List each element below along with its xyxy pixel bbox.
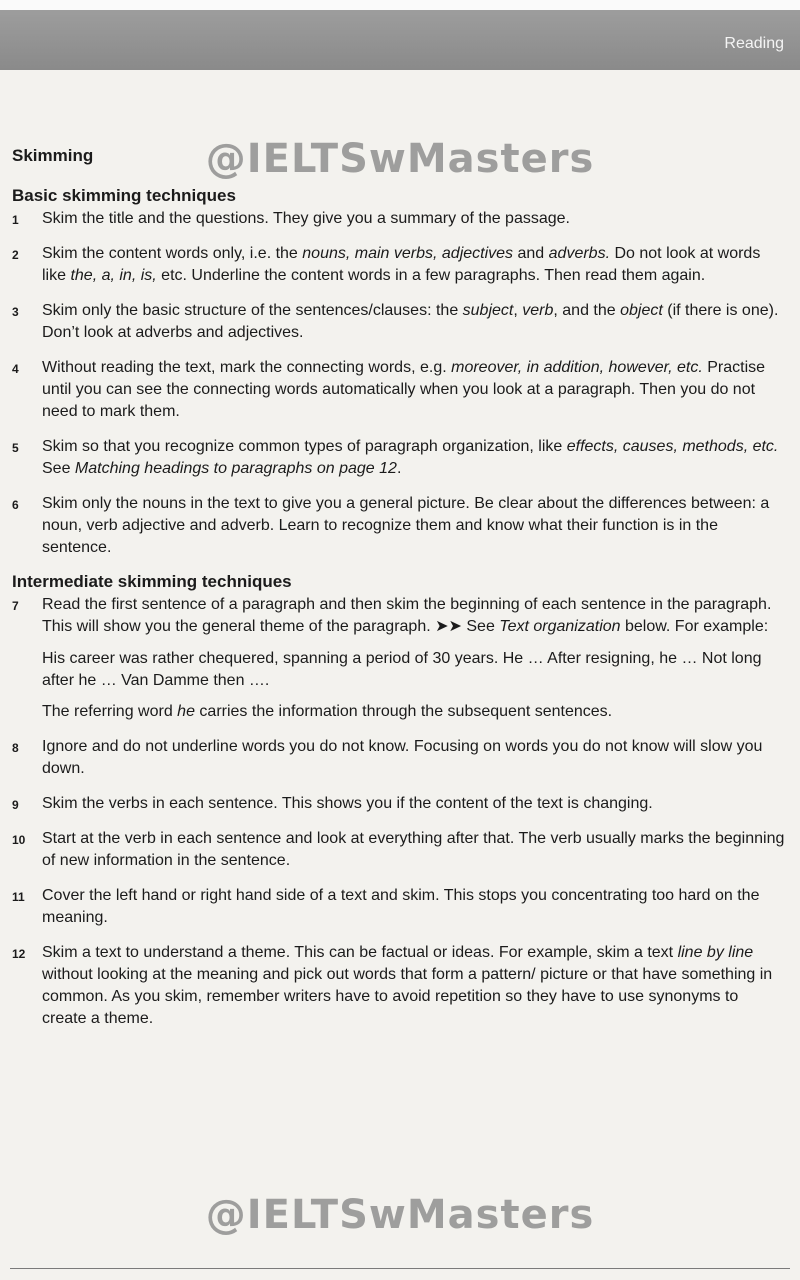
text-run: etc. Underline the content words in a few paragraphs. Then read them again. [156, 267, 706, 284]
list-item [12, 793, 787, 815]
emphasis-text: adverbs. [548, 245, 611, 262]
text-run: without looking at the meaning and pick out words that form a pattern/ picture or that have something in common. As you skim, remember writers have to avoid repetition so they have to use synonyms to create a theme. [42, 966, 773, 1027]
text-run: Without reading the text, mark the connecting words, e.g. [42, 359, 452, 376]
item-number: 6 [12, 498, 19, 512]
emphasis-text: object [620, 302, 663, 319]
emphasis-text: effects, causes, methods, etc. [566, 438, 779, 455]
item-number: 11 [12, 890, 25, 904]
item-number: 1 [12, 213, 19, 227]
text-run: below. For example: [620, 618, 769, 635]
item-text [42, 736, 787, 780]
item-number: 3 [12, 305, 19, 319]
list-item [12, 357, 787, 423]
emphasis-text: verb [522, 302, 554, 319]
emphasis-text: Matching headings to paragraphs on page 12 [74, 460, 397, 477]
text-run: , and the [553, 302, 621, 319]
item-text [42, 300, 787, 344]
watermark-bottom: @IELTSwMasters [205, 1192, 595, 1238]
list-item [12, 243, 787, 287]
text-run: Skim only the nouns in the text to give you a general picture. Be clear about the differences between: a noun, verb adjective and adverb. Learn to recognize them and know what their function is in the sentence. [42, 495, 770, 556]
list-item [12, 208, 787, 230]
text-run: Read the first sentence of a paragraph and then skim the beginning of each sentence in the paragraph. This will show you the general theme of the paragraph. ➤➤ See [42, 596, 772, 635]
section-label: Reading [724, 35, 784, 52]
item-text [42, 942, 787, 1030]
item-text [42, 436, 787, 480]
page-content [12, 146, 787, 1043]
list-item [12, 493, 787, 559]
item-number: 12 [12, 947, 26, 961]
page-title: Skimming [12, 146, 94, 165]
emphasis-text: he [177, 703, 195, 720]
item-number: 7 [12, 599, 19, 613]
item-text [42, 208, 787, 230]
emphasis-text: line by line [677, 944, 754, 961]
text-run: Skim only the basic structure of the sentences/clauses: the [42, 302, 463, 319]
emphasis-text: Text organization [499, 618, 621, 635]
item-text [42, 493, 787, 559]
item-text [42, 793, 787, 815]
list-item [12, 594, 787, 723]
list-item [12, 828, 787, 872]
item-number: 10 [12, 833, 26, 847]
item-text [42, 357, 787, 423]
text-run: Start at the verb in each sentence and look at everything after that. The verb usually marks the beginning of new information in the sentence. [42, 830, 785, 869]
text-run: Do not look at words like [42, 245, 761, 284]
basic-heading: Basic skimming techniques [12, 186, 236, 205]
intermediate-heading: Intermediate skimming techniques [12, 572, 292, 591]
list-item [12, 885, 787, 929]
text-run: , [513, 302, 523, 319]
item-number: 4 [12, 362, 19, 376]
text-run: Skim a text to understand a theme. This can be factual or ideas. For example, skim a text [42, 944, 678, 961]
text-run: Skim the verbs in each sentence. This shows you if the content of the text is changing. [42, 795, 653, 812]
list-item [12, 300, 787, 344]
top-strip [0, 0, 800, 10]
text-run: (if there is one). Don’t look at adverbs and adjectives. [42, 302, 779, 341]
list-item [12, 436, 787, 480]
basic-list [12, 208, 787, 559]
text-run: and [513, 245, 549, 262]
list-item [12, 942, 787, 1030]
emphasis-text: subject [462, 302, 514, 319]
text-run: Cover the left hand or right hand side of a text and skim. This stops you concentrating too hard on the meaning. [42, 887, 760, 926]
item-text [42, 594, 787, 638]
text-run: carries the information through the subsequent sentences. [194, 703, 613, 720]
item-text [42, 243, 787, 287]
text-run: Skim the title and the questions. They give you a summary of the passage. [42, 210, 570, 227]
text-run: The referring word [42, 703, 178, 720]
item-number: 8 [12, 741, 19, 755]
emphasis-text: moreover, in addition, however, etc. [451, 359, 703, 376]
example-note [42, 701, 787, 723]
watermark-top: @IELTSwMasters [205, 136, 595, 182]
item-text [42, 885, 787, 929]
emphasis-text: nouns, main verbs, adjectives [302, 245, 514, 262]
item-number: 2 [12, 248, 19, 262]
header-band [0, 10, 800, 70]
text-run: . [396, 460, 402, 477]
text-run: Ignore and do not underline words you do not know. Focusing on words you do not know will slow you down. [42, 738, 763, 777]
text-run: Skim the content words only, i.e. the [42, 245, 303, 262]
text-run: See [42, 460, 75, 477]
intermediate-list [12, 594, 787, 1030]
item-number: 9 [12, 798, 19, 812]
item-number: 5 [12, 441, 19, 455]
item-text [42, 828, 787, 872]
list-item [12, 736, 787, 780]
text-run: Practise until you can see the connecting words automatically when you look at a paragraph. Then you do not need to mark them. [42, 359, 766, 420]
text-run: Skim so that you recognize common types of paragraph organization, like [42, 438, 567, 455]
example-text: His career was rather chequered, spanning a period of 30 years. He … After resigning, he … Not long after he … Van Damme then …. [42, 650, 762, 689]
footer-rule [10, 1268, 790, 1269]
emphasis-text: the, a, in, is, [70, 267, 157, 284]
